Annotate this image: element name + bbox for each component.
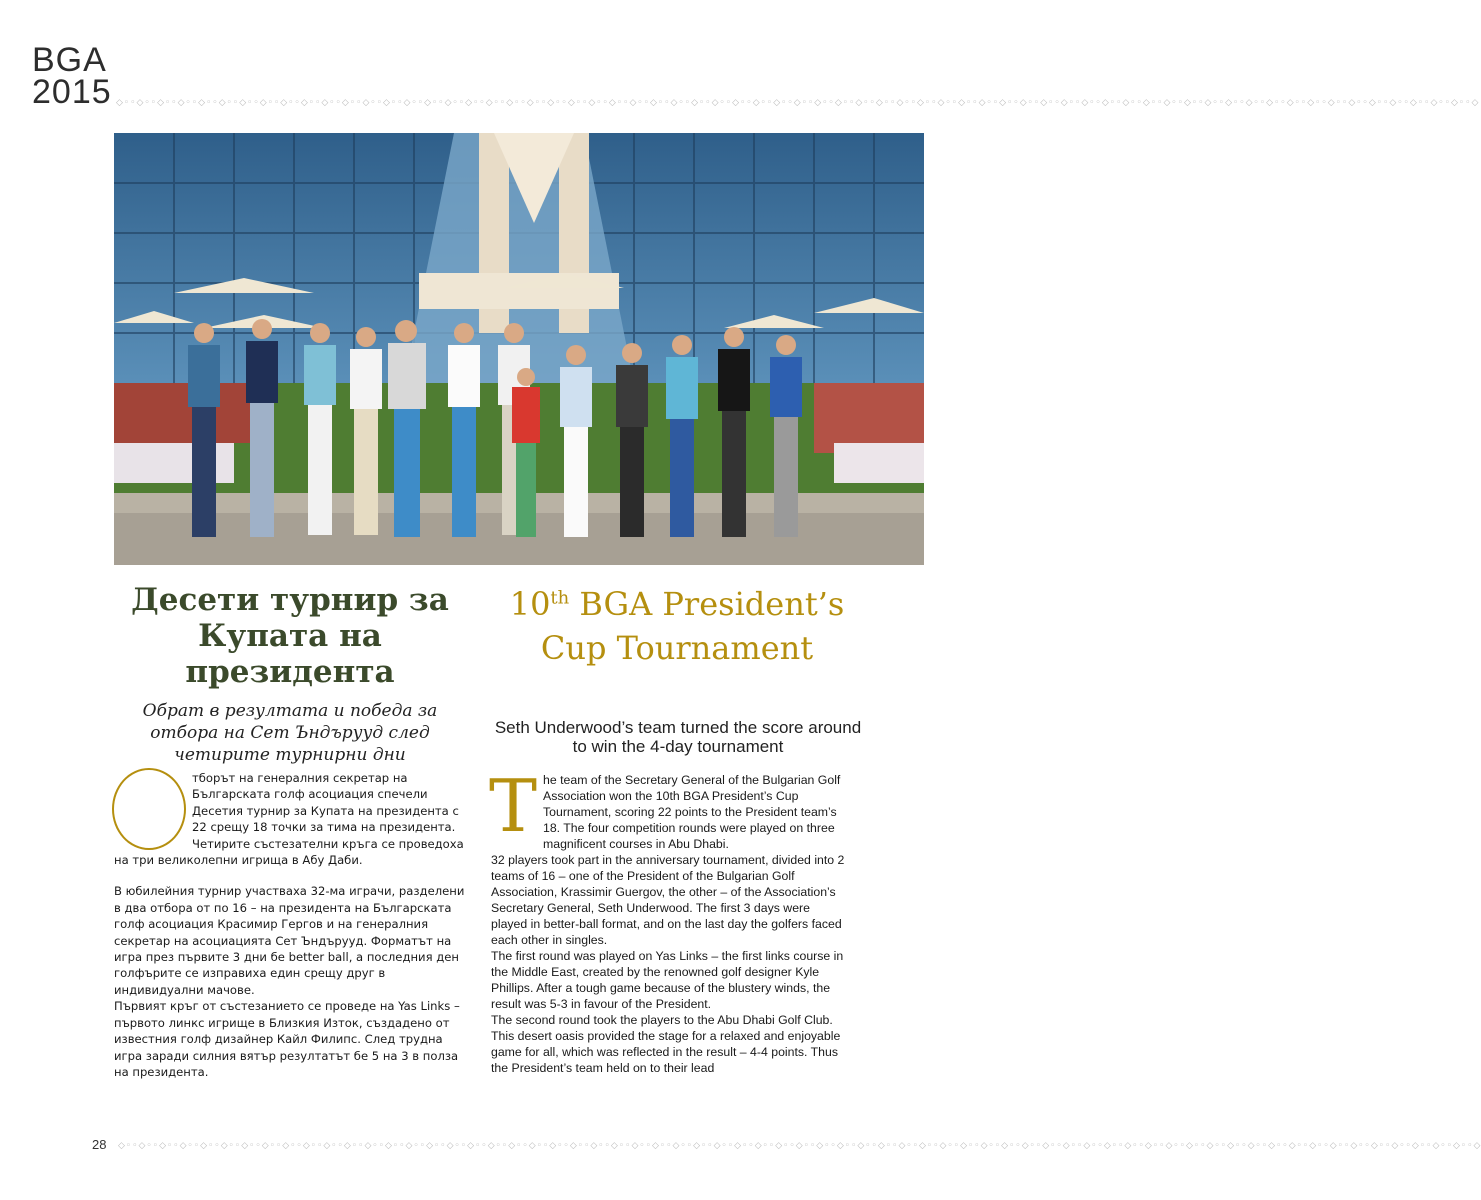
dropcap-t: T [489,764,538,848]
bottom-ornament-rule: ◇◦◦◇◦◦◇◦◦◇◦◦◇◦◦◇◦◦◇◦◦◇◦◦◇◦◦◇◦◦◇◦◦◇◦◦◇◦◦◇◦◦◇◦◦◇◦◦◇◦◦◇◦◦◇◦◦◇◦◦◇◦◦◇◦◦◇◦◦◇◦◦◇◦◦◇◦◦◇◦◦◇◦◦◇◦◦◇◦◦◇◦◦◇◦◦◇◦◦◇◦◦◇◦◦◇◦◦◇◦◦◇◦◦◇◦◦◇◦◦◇◦◦◇◦◦◇◦◦◇◦◦◇◦◦◇◦◦◇◦◦◇◦◦◇◦◦◇◦◦◇◦◦◇◦◦◇◦◦◇◦◦◇◦◦◇◦◦◇◦◦◇◦◦◇◦◦◇◦◦◇◦◦◇◦◦◇◦◦◇◦◦◇◦◦◇◦◦◇ [118,1141,1481,1151]
english-title-rest: BGA President’s Cup Tournament [540,585,845,667]
dropcap-o-circle [112,768,186,850]
group-photo [114,133,924,565]
english-title-ordinal: th [550,587,570,609]
bulgarian-title: Десети турнир за Купата на президента [131,582,449,690]
english-title [492,582,862,670]
english-body [489,764,847,1076]
masthead-title: BGA [32,41,107,79]
english-title-number: 10 [509,585,551,623]
english-paragraph-2: 32 players took part in the anniversary tournament, divided into 2 teams of 16 – one of the President of the Bulgarian Golf Association, Krassimir Guergov, the other – of the Association’s Secretary General, Seth Underwood. The first 3 days were played in better-ball format, and on the last day the golfers faced each other in singles. [491,853,845,947]
english-paragraph-4: The second round took the players to the Abu Dhabi Golf Club. This desert oasis provided the stage for a relaxed and enjoyable game for all, which was reflected in the result – 4-4 points. Thus the President’s team held on to their lead [491,1013,841,1075]
group-photo-illustration [114,133,924,565]
masthead-year: 2015 [32,73,112,111]
english-paragraph-3: The first round was played on Yas Links – the first links course in the Middle East, created by the renowned golf designer Kyle Phillips. After a tough game because of the blustery winds, the result was 5-3 in favour of the President. [491,949,844,1011]
bulgarian-paragraph-1: тборът на генералния секретар на Българската голф асоциация спечели Десетия турнир за Купата на президента с 22 срещу 18 точки за тима на президента. Четирите състезателни кръга се проведоха на три великолепни игрища в Абу Даби. [114,770,470,868]
english-paragraph-1: The team of the Secretary General of the Bulgarian Golf Association won the 10th BGA President’s Cup Tournament, scoring 22 points to the President team’s 18. The four competition rounds were played on three magnificent courses in Abu Dhabi. [489,764,841,851]
bulgarian-body [114,770,470,1080]
bulgarian-paragraph-3: Първият кръг от състезанието се проведе на Yas Links – първото линкс игрище в Близкия Изток, създадено от известния голф дизайнер Кайл Филипс. След трудна игра заради силния вятър резултатът бе 5 на 3 в полза на президента. [114,999,460,1079]
bulgarian-paragraph-2: В юбилейния турнир участваха 32-ма играчи, разделени в два отбора от по 16 – на президента на Българската голф асоциация Красимир Гергов и на генералния секретар на асоциацията Сет Ъндърууд. Форматът на игра през първите 3 дни бе better ball, а последния ден голфърите се изправиха един срещу друг в индивидуални мачове. [114,884,465,997]
masthead [32,41,112,111]
top-ornament-rule: ◇◦◦◇◦◦◇◦◦◇◦◦◇◦◦◇◦◦◇◦◦◇◦◦◇◦◦◇◦◦◇◦◦◇◦◦◇◦◦◇◦◦◇◦◦◇◦◦◇◦◦◇◦◦◇◦◦◇◦◦◇◦◦◇◦◦◇◦◦◇◦◦◇◦◦◇◦◦◇◦◦◇◦◦◇◦◦◇◦◦◇◦◦◇◦◦◇◦◦◇◦◦◇◦◦◇◦◦◇◦◦◇◦◦◇◦◦◇◦◦◇◦◦◇◦◦◇◦◦◇◦◦◇◦◦◇◦◦◇◦◦◇◦◦◇◦◦◇◦◦◇◦◦◇◦◦◇◦◦◇◦◦◇◦◦◇◦◦◇◦◦◇◦◦◇◦◦◇◦◦◇◦◦◇◦◦◇◦◦◇◦◦◇◦◦◇◦◦◇ [116,98,1480,108]
page-number: 28 [92,1137,107,1152]
bulgarian-subtitle: Обрат в резултата и победа за отбора на Сет Ъндърууд след четирите турнирни дни [142,701,438,765]
english-subtitle: Seth Underwood’s team turned the score around to win the 4-day tournament [494,718,862,756]
